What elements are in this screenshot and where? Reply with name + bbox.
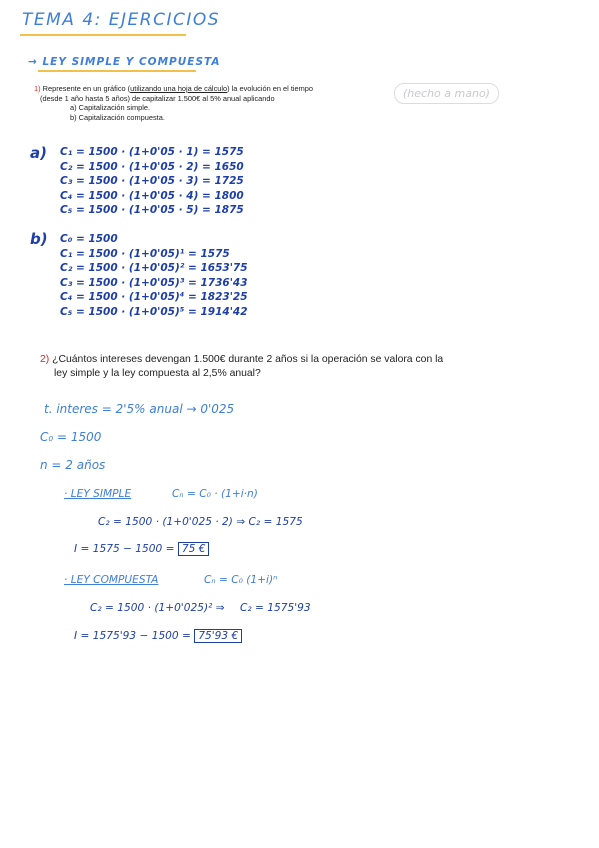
part-a-line: C₅ = 1500 · (1+0'05 · 5) = 1875 (60, 204, 244, 217)
compound-law-calc-result: C₂ = 1575'93 (240, 602, 311, 614)
term-years: n = 2 años (40, 458, 106, 472)
question-1 (34, 84, 313, 122)
compound-law-calculation: C₂ = 1500 · (1+0'025)² ⇒ (90, 602, 225, 614)
section-heading: → LEY SIMPLE Y COMPUESTA (28, 56, 221, 68)
part-a-line: C₄ = 1500 · (1+0'05 · 4) = 1800 (60, 189, 244, 202)
part-b-line: C₃ = 1500 · (1+0'05)³ = 1736'43 (60, 276, 248, 289)
part-a-line: C₂ = 1500 · (1+0'05 · 2) = 1650 (60, 160, 244, 173)
question-1-text-b: ) la evolución en el tiempo (227, 84, 314, 93)
question-2-number: 2) (40, 354, 50, 365)
part-b-line: C₂ = 1500 · (1+0'05)² = 1653'75 (60, 262, 248, 275)
page-title: TEMA 4: EJERCICIOS (22, 10, 221, 30)
part-a-line: C₁ = 1500 · (1+0'05 · 1) = 1575 (60, 146, 244, 158)
simple-law-heading: · LEY SIMPLE (64, 488, 132, 500)
part-a-line: C₃ = 1500 · (1+0'05 · 3) = 1725 (60, 175, 244, 188)
interest-rate: t. interes = 2'5% anual → 0'025 (44, 402, 235, 416)
handwritten-note: (hecho a mano) (394, 83, 499, 104)
part-b-label: b) (30, 230, 48, 248)
simple-law-formula: Cₙ = C₀ · (1+i·n) (172, 488, 258, 500)
title-highlight (20, 34, 186, 36)
question-1-underlined: utilizando una hoja de cálculo (130, 84, 228, 93)
compound-law-result-box: 75'93 € (194, 629, 242, 643)
question-2 (40, 353, 443, 381)
question-1-text-a: Represente en un gráfico ( (42, 84, 131, 93)
compound-law-formula: Cₙ = C₀ (1+i)ⁿ (204, 574, 278, 586)
question-1-number: 1) (34, 84, 41, 93)
part-a-equations (60, 145, 244, 218)
compound-law-result (74, 630, 242, 642)
part-b-line: C₀ = 1500 (60, 233, 118, 245)
initial-capital: C₀ = 1500 (40, 430, 102, 444)
question-1-line-2: (desde 1 año hasta 5 años) de capitalizar 1.500€ al 5% anual aplicando (40, 93, 275, 103)
question-1-option-a: a) Capitalización simple. (70, 103, 151, 113)
section-highlight (38, 70, 196, 72)
simple-law-result (74, 543, 209, 555)
part-a-label: a) (30, 144, 47, 162)
simple-law-calculation: C₂ = 1500 · (1+0'025 · 2) ⇒ C₂ = 1575 (98, 516, 303, 528)
question-2-line-1 (40, 353, 443, 367)
part-b-line: C₁ = 1500 · (1+0'05)¹ = 1575 (60, 247, 230, 260)
compound-law-heading: · LEY COMPUESTA (64, 574, 159, 586)
compound-law-result-formula: I = 1575'93 − 1500 = (74, 630, 191, 642)
question-2-text: ¿Cuántos intereses devengan 1.500€ durante 2 años si la operación se valora con la (52, 354, 444, 365)
part-b-line: C₄ = 1500 · (1+0'05)⁴ = 1823'25 (60, 291, 248, 304)
simple-law-result-formula: I = 1575 − 1500 = (74, 543, 175, 555)
question-2-line-2: ley simple y la ley compuesta al 2,5% anual? (54, 367, 261, 379)
part-b-line: C₅ = 1500 · (1+0'05)⁵ = 1914'42 (60, 305, 248, 318)
question-1-option-b: b) Capitalización compuesta. (70, 112, 165, 122)
question-1-line-1 (34, 84, 313, 94)
simple-law-result-box: 75 € (178, 542, 210, 556)
part-b-equations (60, 232, 248, 320)
